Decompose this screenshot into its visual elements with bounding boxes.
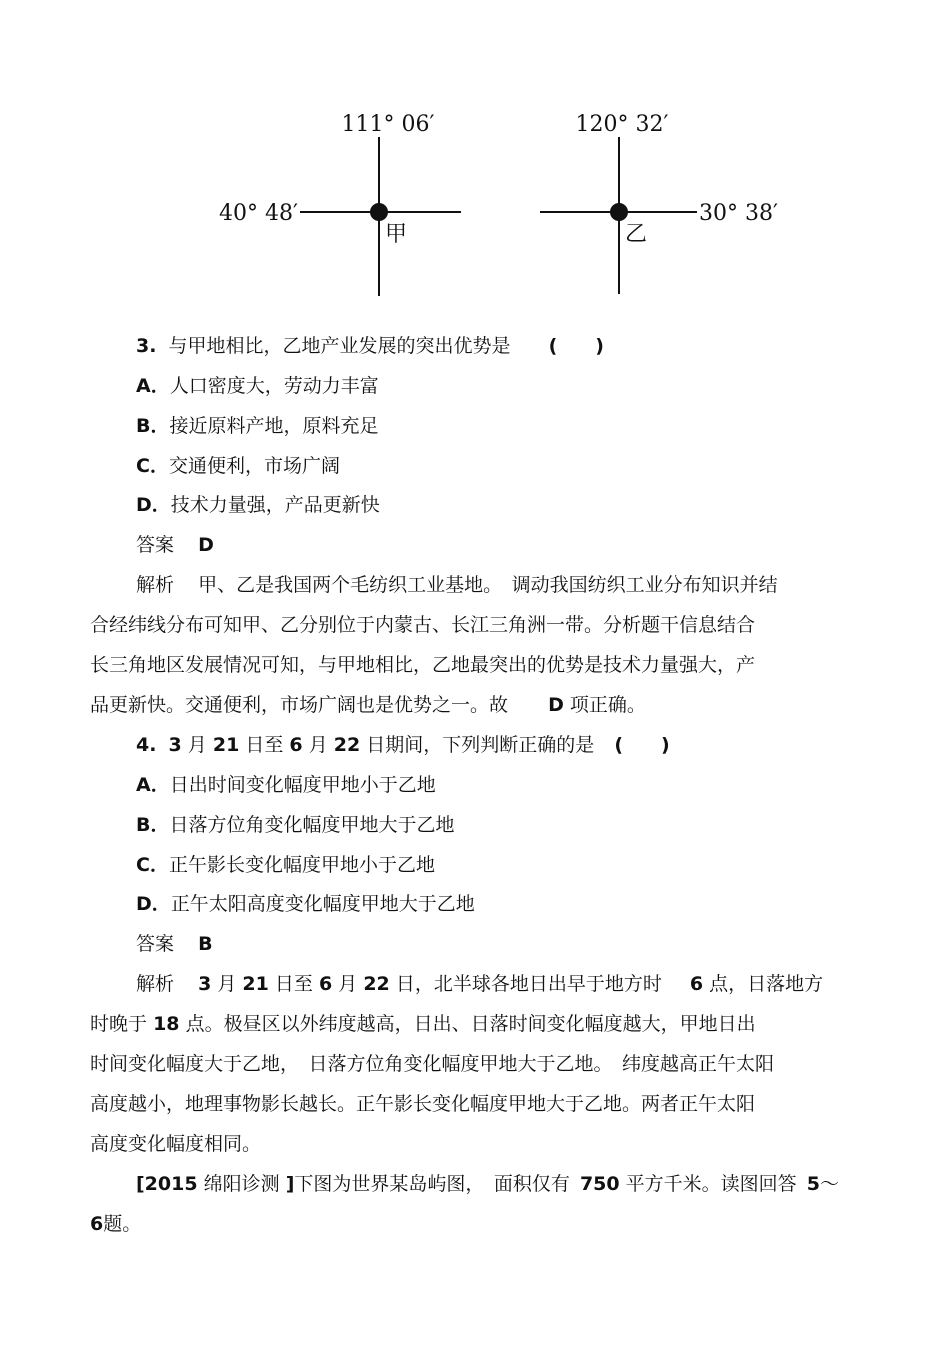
option-letter: D． [136, 893, 171, 915]
yi-label: 乙 [625, 222, 648, 247]
analysis-part: 3 [198, 973, 212, 995]
q4-option-b [136, 813, 455, 837]
answer-label: 答案 [136, 933, 175, 955]
q4-answer [136, 932, 213, 956]
q4-option-a [136, 773, 436, 797]
analysis-text: 项正确。 [569, 694, 646, 716]
intro-part: ～ [819, 1173, 839, 1195]
jia-longitude: 111° 06′ [341, 112, 435, 137]
q4-stem-part: 月 [308, 734, 328, 756]
yi-latitude: 30° 38′ [699, 201, 778, 226]
jia-point [370, 203, 388, 221]
q4-stem-part: 6 [289, 734, 303, 756]
yi-longitude: 120° 32′ [575, 112, 669, 137]
q3-option-b [136, 414, 379, 438]
intro-part: 平方千米。读图回答 [625, 1173, 797, 1195]
option-text: 交通便利，市场广阔 [168, 455, 340, 477]
q3-analysis-line-3: 长三角地区发展情况可知，与甲地相比，乙地最突出的优势是技术力量强大，产 [90, 654, 756, 676]
analysis-answer-ref: D [548, 694, 564, 716]
intro-part: 下图为世界某岛屿图， 面积仅有 [294, 1173, 570, 1195]
q4-paren: ( ) [614, 734, 670, 756]
analysis-part: 21 [242, 973, 269, 995]
analysis-part: 6 [689, 973, 704, 995]
answer-label: 答案 [136, 534, 175, 556]
analysis-part: 月 [217, 973, 237, 995]
option-text: 正午太阳高度变化幅度甲地大于乙地 [170, 893, 475, 915]
q4-option-c [136, 853, 435, 877]
analysis-text: 甲、乙是我国两个毛纺织工业基地。 调动我国纺织工业分布知识并结 [198, 574, 778, 596]
intro-part: [2015 [136, 1173, 198, 1195]
option-letter: C． [136, 455, 169, 477]
option-letter: A． [136, 774, 170, 796]
q4-analysis-line-2 [90, 1012, 756, 1036]
q4-number: 4. [136, 734, 157, 756]
q4-analysis-line-4: 高度越小，地理事物影长越长。正午影长变化幅度甲地大于乙地。两者正午太阳 [90, 1093, 756, 1115]
analysis-part: 18 [153, 1013, 180, 1035]
q4-option-d [136, 892, 475, 916]
q3-option-d [136, 493, 380, 517]
intro-part: 5 [806, 1173, 820, 1195]
option-text: 日出时间变化幅度甲地小于乙地 [169, 774, 436, 796]
option-letter: C． [136, 854, 169, 876]
analysis-part: 22 [363, 973, 390, 995]
analysis-label: 解析 [136, 574, 175, 596]
intro-part: ] [285, 1173, 295, 1195]
option-letter: B． [136, 415, 170, 437]
intro-part: 6 [90, 1213, 104, 1235]
jia-latitude: 40° 48′ [219, 201, 298, 226]
coordinate-diagram [0, 0, 950, 310]
analysis-text: 品更新快。交通便利，市场广阔也是优势之一。故 [90, 694, 509, 716]
analysis-part: 日至 [274, 973, 313, 995]
q3-number: 3. [136, 335, 157, 357]
option-text: 接近原料产地，原料充足 [169, 415, 379, 437]
q3-answer [136, 533, 214, 557]
option-letter: D． [136, 494, 171, 516]
q4-stem-part: 日期间，下列判断正确的是 [366, 734, 595, 756]
intro-part: 绵阳诊测 [203, 1173, 280, 1195]
intro-part: 750 [579, 1173, 620, 1195]
q4-stem-line [136, 733, 670, 757]
analysis-part: 日，北半球各地日出早于地方时 [395, 973, 662, 995]
option-letter: A． [136, 375, 170, 397]
coordinate-figure [0, 0, 950, 310]
intro-line-2 [90, 1212, 141, 1236]
q3-stem-line [136, 334, 604, 358]
q4-analysis-line-5: 高度变化幅度相同。 [90, 1133, 262, 1155]
q4-stem-part: 22 [333, 734, 361, 756]
q4-stem-part: 日至 [245, 734, 284, 756]
q4-stem-part: 21 [212, 734, 240, 756]
q3-option-c [136, 454, 340, 478]
analysis-part: 点，日落地方 [709, 973, 824, 995]
option-text: 技术力量强，产品更新快 [170, 494, 380, 516]
analysis-part: 6 [318, 973, 333, 995]
answer-value: B [198, 933, 213, 955]
q4-stem-part: 月 [187, 734, 207, 756]
q3-analysis-line-1 [136, 573, 778, 597]
q3-paren: ( ) [548, 335, 604, 357]
q4-analysis-line-1 [136, 972, 823, 996]
analysis-label: 解析 [136, 973, 175, 995]
option-letter: B． [136, 814, 170, 836]
q3-analysis-line-2: 合经纬线分布可知甲、乙分别位于内蒙古、长江三角洲一带。分析题干信息结合 [90, 614, 756, 636]
analysis-part: 月 [338, 973, 358, 995]
analysis-part: 时晚于 [90, 1013, 148, 1035]
option-text: 人口密度大，劳动力丰富 [169, 375, 379, 397]
q4-analysis-line-3: 时间变化幅度大于乙地， 日落方位角变化幅度甲地大于乙地。 纬度越高正午太阳 [90, 1053, 775, 1075]
option-text: 日落方位角变化幅度甲地大于乙地 [169, 814, 455, 836]
q3-option-a [136, 374, 379, 398]
option-text: 正午影长变化幅度甲地小于乙地 [168, 854, 435, 876]
answer-value: D [198, 534, 214, 556]
q3-analysis-line-4 [90, 693, 646, 717]
analysis-part: 点。极昼区以外纬度越高，日出、日落时间变化幅度越大，甲地日出 [185, 1013, 756, 1035]
intro-line-1 [136, 1172, 839, 1196]
q4-stem-part: 3 [168, 734, 182, 756]
intro-part: 题。 [103, 1213, 142, 1235]
jia-label: 甲 [385, 222, 408, 247]
yi-point [610, 203, 628, 221]
q3-stem: 与甲地相比，乙地产业发展的突出优势是 [168, 335, 511, 357]
